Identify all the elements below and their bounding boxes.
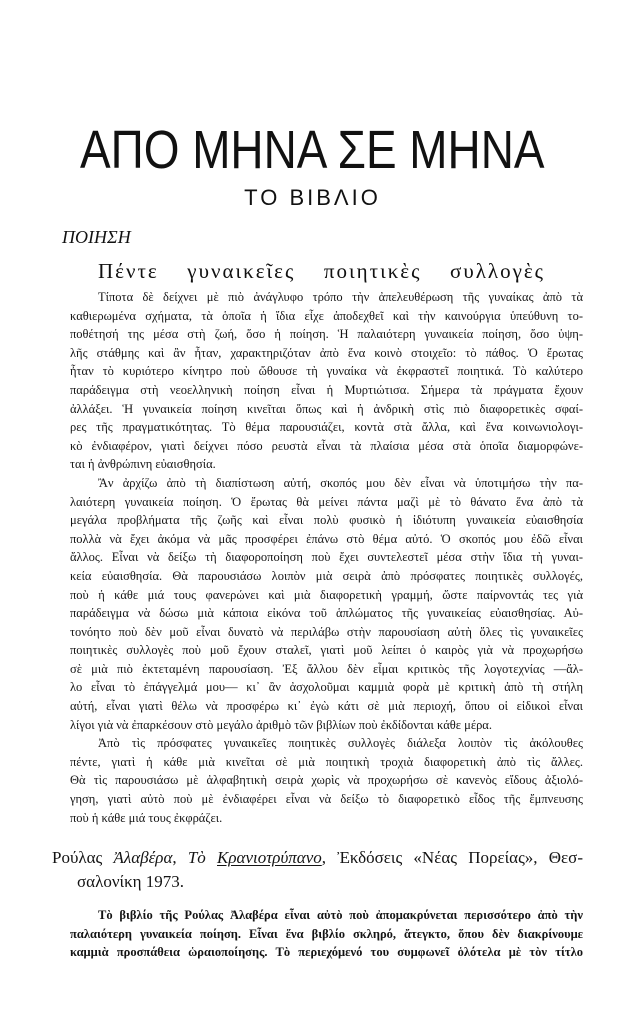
text-line: αὐτή, εἶναι γιατὶ θέλω νὰ προσφέρω κι᾽ ἐγὼ κάτι σὲ μιὰ περιοχή, ὅπου οἱ εἰδικοὶ εἶναι [70, 699, 583, 714]
page-title: ΑΠΟ ΜΗΝΑ ΣΕ ΜΗΝΑ [80, 120, 545, 180]
text-line: λο εἶναι τὸ ἐπάγγελμά μου— κι᾽ ἂν ἀσχολοῦμαι καμμιὰ φορὰ μὲ κριτικὴ ἀπὸ τὴ στήλη [70, 680, 583, 695]
text-line: καθιερωμένα σχήματα, τὰ ὁποῖα ἡ ἴδια εἶχε ἀποδεχθεῖ καὶ τὴν καινούργια ὑπεύθυνη το- [70, 308, 583, 323]
text-line: ρες τῆς πραγματικότητας. Τὸ θέμα παρουσιάζει, κοντὰ στὰ ἄλλα, καὶ ἕνα κοινωνιολογι- [70, 420, 583, 435]
paragraph [70, 734, 583, 827]
publisher-info: , Ἐκδόσεις «Νέας Πορείας», Θεσ- [321, 848, 583, 867]
text-line: ποὺ ἡ κάθε μιά τους φανερώνει καὶ μιὰ διαφορετικὴ γραμμή, ὥστε παίρνοντάς τες γιὰ [70, 587, 583, 602]
text-line: Τίποτα δὲ δείχνει μὲ πιὸ ἀνάγλυφο τρόπο τὴν ἀπελευθέρωση τῆς γυναίκας ἀπὸ τὰ [98, 290, 583, 304]
text-line: Θὰ τὶς παρουσιάσω μὲ ἀλφαβητικὴ σειρὰ χωρὶς νὰ προχωρήσω σὲ κανενὸς εἴδους ἀξιολό- [70, 773, 583, 788]
text-line: ποθέτησή της μέσα στὴ ζωή, ὅσο ἡ ποίηση. Ἡ παλαιότερη γυναικεία ποίηση, ὅσο ὑψη- [70, 327, 583, 342]
place-year: σαλονίκη 1973. [77, 872, 185, 891]
text-line: μεγάλα προβλήματα τῆς ζωῆς καὶ εἶναι πολὺ φυσικὸ ἡ ἰδιότυπη γυναικεία εὐαισθησία [70, 513, 583, 528]
masthead [0, 120, 625, 180]
book-title-article: Τὸ [187, 848, 218, 867]
text-line: ποὺ ἡ κάθε μιά τους ἐκφράζει. [70, 810, 223, 825]
review-paragraph [70, 906, 583, 962]
text-line: παλαιότερη γυναικεία ποίηση. Εἶναι ἕνα βιβλίο σκληρό, ἄτεγκτο, ὅπου δὲν διακρίνουμε [70, 926, 583, 941]
text-line: ἀλλάξει. Ἡ γυναικεία ποίηση κινεῖται ὅπως καὶ ἡ ἀνδρικὴ στὶς πιὸ διαφορετικὲς σφαί- [70, 401, 583, 416]
text-line: λῆς στάθμης καὶ ἂν ἦταν, χαρακτηριζόταν ἀπὸ ἕνα κοινὸ στοιχεῖο: τὸ πάθος. Ὁ ἔρωτας [70, 345, 583, 360]
text-line: τονόητο ποὺ δὲν μοῦ εἶναι δυνατὸ νὰ περιλάβω στὴν παρουσίαση αὐτὴ ὅλες τὶς γυναικεῖες [70, 624, 583, 639]
column-subtitle: ΤΟ ΒΙΒΛΙΟ [244, 185, 381, 210]
text-line: ται ἡ ἀνθρώπινη εὐαισθησία. [70, 457, 216, 472]
article-title: Πέντε γυναικεῖες ποιητικὲς συλλογὲς [98, 261, 545, 283]
book-entry-heading [52, 846, 583, 894]
text-line: ἦταν τὸ κυριότερο κίνητρο ποὺ ὤθουσε τὴ γυναίκα νὰ ἐκφραστεῖ ποιητικά. Τὸ καλύτερο [70, 364, 583, 379]
text-line: Τὸ βιβλίο τῆς Ρούλας Ἀλαβέρα εἶναι αὐτὸ ποὺ ἀπομακρύνεται περισσότερο ἀπὸ τὴν [98, 908, 583, 922]
text-line: ποιητικὲς συλλογὲς ποὺ μοῦ ἔχουν σταλεῖ, γιατὶ μοῦ λείπει ὁ καιρὸς γιὰ νὰ προχωρήσω [70, 643, 583, 658]
column-heading [0, 187, 625, 210]
book-title: Κρανιοτρύπανο [217, 848, 322, 867]
text-line: γηση, γιατὶ αὐτὸ ποὺ μὲ ἐνδιαφέρει εἶναι νὰ δείξω τὸ διαφορετικὸ εἶδος τῆς ἔμπνευσης [70, 792, 583, 807]
text-line: καμμιὰ προσπάθεια ὡραιοποίησης. Τὸ περιεχόμενό του συμφωνεῖ ὁλότελα μὲ τὸν τίτλο [70, 945, 583, 960]
text-line: ἄλλος. Εἶναι νὰ δείξω τὴ διαφοροποίηση ποὺ ἔχει συντελεστεῖ μέσα στὴν ἴδια τὴ γυναι- [70, 550, 583, 565]
author-first-name: Ρούλας [52, 848, 114, 867]
text-line: λαιότερη γυναικεία ποίηση. Ὁ ἔρωτας θὰ μείνει πάντα μαζὶ μὲ τὸ θάνατο ἕνα ἀπὸ τὰ [70, 494, 583, 509]
text-line: παράδειγμα νὰ δώσω μιὰ κάποια εἰκόνα τοῦ ἁπλώματος τῆς γυναικείας εὐαισθησίας. Αὐ- [70, 606, 583, 621]
book-entry-line [52, 846, 583, 870]
separator: , [172, 848, 188, 867]
text-line: Ἀπὸ τὶς πρόσφατες γυναικεῖες ποιητικὲς συλλογὲς διάλεξα λοιπὸν τὶς ἀκόλουθες [98, 736, 583, 751]
text-line: παράδειγμα στὴ νεοελληνικὴ ποίηση εἶναι ἡ Μυρτιώτισα. Σήμερα τὰ πράγματα ἔχουν [70, 382, 583, 397]
intro-text [70, 288, 583, 827]
text-line: κεία εὐαισθησία. Θὰ παρουσιάσω λοιπὸν μιὰ σειρὰ ἀπὸ πρόσφατες ποιητικὲς συλλογές, [70, 568, 583, 583]
author-surname: Ἀλαβέρα [113, 848, 173, 867]
text-line: πέντε, γιατὶ ἡ κάθε μιὰ κινεῖται σὲ μιὰ ποιητικὴ τροχιὰ διαφορετικὴ ἀπὸ τὶς ἄλλες. [70, 754, 583, 769]
section-label: ΠΟΙΗΣΗ [62, 227, 131, 247]
text-line: σὲ μιὰ πιὸ ἐκτεταμένη παρουσίαση. Ἐξ ἄλλου δὲν εἶμαι κριτικὸς τῆς λογοτεχνίας —ἄλ- [70, 661, 583, 676]
paragraph [70, 474, 583, 734]
text-line: λίγοι γιὰ νὰ ἐπαρκέσουν στὸ μεγάλο ἀριθμὸ τῶν βιβλίων ποὺ ἐκδίδονται κάθε μέρα. [70, 717, 492, 732]
paragraph [70, 288, 583, 474]
text-line: κὸ ἐνδιαφέρον, γιατὶ δείχνει πόσο ρευστὰ εἶναι τὰ πλαίσια μέσα στὰ ὁποῖα διαμορφώνε- [70, 438, 583, 453]
text-line: Ἂν ἀρχίζω ἀπὸ τὴ διαπίστωση αὐτή, σκοπός μου δὲν εἶναι νὰ ὑποτιμήσω τὴν πα- [98, 475, 583, 490]
text-line: πολλὰ νὰ ἔχει ἀκόμα νὰ μᾶς προσφέρει ἐπάνω στὸ θέμα αὐτό. Ὁ σκοπός μου ἐδῶ εἶναι [70, 531, 583, 546]
